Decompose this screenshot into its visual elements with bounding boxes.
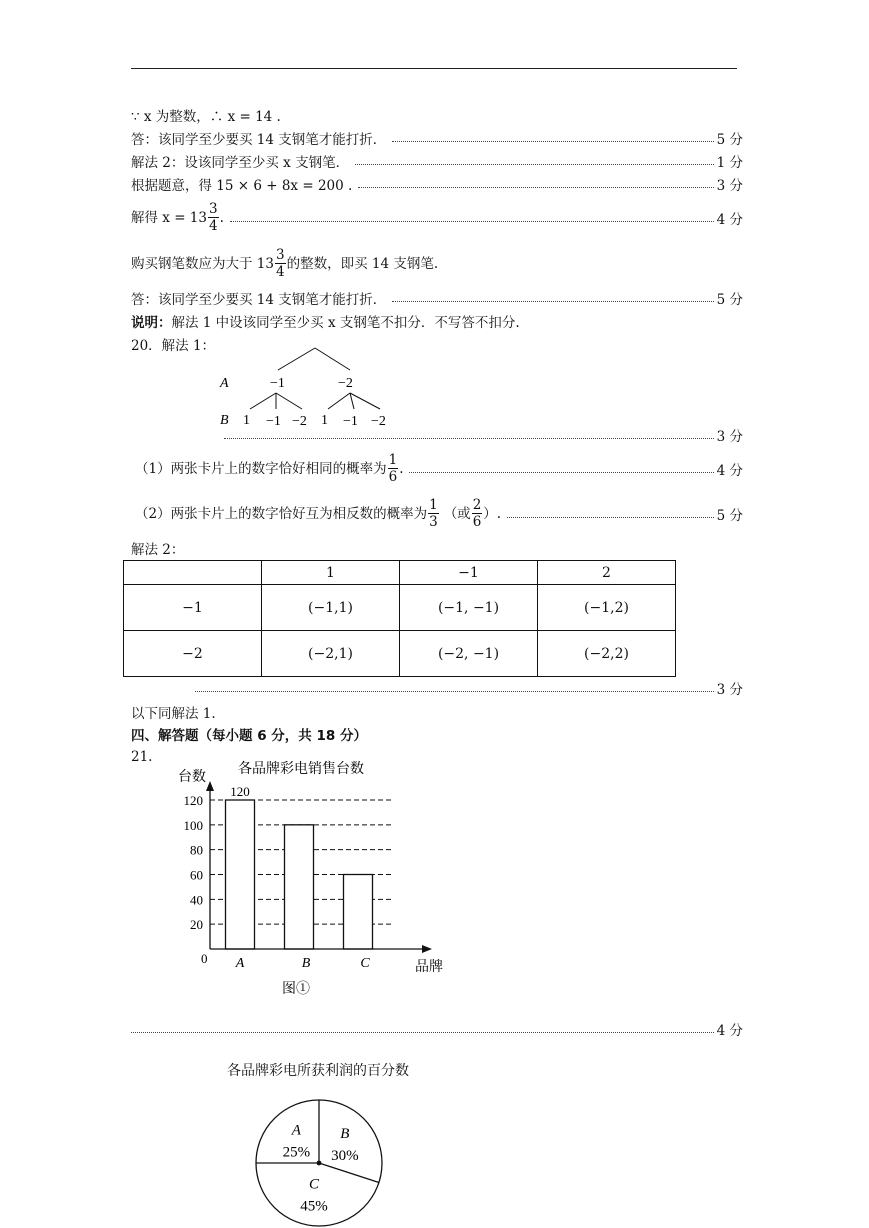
score-label: 3 分 bbox=[716, 429, 743, 445]
table-score-line bbox=[195, 677, 743, 699]
table-header-cell: 2 bbox=[538, 561, 676, 585]
score-label: 4 分 bbox=[716, 212, 743, 228]
table-header-row bbox=[124, 561, 676, 585]
score-label: 5 分 bbox=[716, 292, 743, 308]
x-tick-label: C bbox=[360, 956, 370, 971]
bar-xlabel: 品牌 bbox=[415, 960, 443, 975]
method2-heading bbox=[131, 537, 743, 559]
solution-text: 解得 x = 13 $\frac{3}{4}$ . bbox=[131, 200, 224, 234]
pie-percent-label: 30% bbox=[331, 1148, 359, 1165]
q1-text: （1）两张卡片上的数字恰好相同的概率为 bbox=[135, 460, 387, 477]
dotted-leader bbox=[224, 438, 714, 439]
bar-chart bbox=[170, 755, 460, 1000]
table-row bbox=[124, 631, 676, 677]
outcome-table bbox=[123, 560, 676, 677]
dotted-leader bbox=[392, 301, 713, 302]
score-label: 5 分 bbox=[716, 132, 743, 148]
tree-node-a1: −1 bbox=[270, 376, 285, 391]
dotted-leader bbox=[358, 187, 713, 188]
fraction: $\frac{3}{4}$ bbox=[208, 200, 218, 234]
score-label: 4 分 bbox=[716, 1023, 743, 1039]
dotted-leader bbox=[195, 691, 714, 692]
bar-score-line bbox=[131, 1018, 743, 1040]
answer-1-text: 答：该同学至少要买 14 支钢笔才能打折． bbox=[131, 132, 387, 148]
bar-caption: 图① bbox=[282, 982, 310, 997]
probability-tree bbox=[210, 343, 410, 433]
pie-series bbox=[256, 1100, 379, 1215]
bar-series bbox=[226, 784, 373, 949]
purchase-text: 购买钢笔数应为大于 13 $\frac{3}{4}$ 的整数，即买 14 支钢笔. bbox=[131, 246, 439, 280]
table-header-cell: −1 bbox=[400, 561, 538, 585]
text-line-1 bbox=[131, 104, 743, 126]
table-cell: −1 bbox=[124, 585, 262, 631]
table-header-cell bbox=[124, 561, 262, 585]
answer-line-2 bbox=[131, 287, 743, 309]
fraction: $\frac{1}{3}$ bbox=[429, 496, 438, 530]
tree-node-b1: 1 bbox=[243, 413, 250, 428]
table-header-cell: 1 bbox=[262, 561, 400, 585]
section4-heading bbox=[131, 723, 743, 745]
bar-A bbox=[226, 800, 255, 949]
bar-origin-label: 0 bbox=[201, 951, 208, 966]
table-cell: (−1,1) bbox=[262, 585, 400, 631]
line-1-text: ∵ x 为整数，∴ x = 14 . bbox=[131, 109, 281, 125]
score-label: 5 分 bbox=[716, 508, 743, 524]
solution-line bbox=[131, 198, 743, 238]
y-tick-label: 20 bbox=[190, 917, 203, 933]
score-label: 1 分 bbox=[716, 155, 743, 171]
note-line bbox=[131, 310, 743, 332]
note-text: 解法 1 中设该同学至少买 x 支钢笔不扣分．不写答不扣分. bbox=[171, 315, 520, 331]
pie-label: B bbox=[340, 1126, 350, 1143]
after-line bbox=[131, 701, 743, 723]
q2-text: （2）两张卡片上的数字恰好互为相反数的概率为 bbox=[135, 505, 428, 522]
bar-x-ticks bbox=[235, 956, 371, 971]
pie-chart bbox=[250, 1095, 390, 1228]
pie-center-dot bbox=[317, 1161, 322, 1166]
tree-node-b4: 1 bbox=[321, 413, 328, 428]
table-cell: (−2,1) bbox=[262, 631, 400, 677]
table-row bbox=[124, 585, 676, 631]
table-cell: (−1,2) bbox=[538, 585, 676, 631]
y-tick-label: 60 bbox=[190, 867, 203, 883]
dotted-leader bbox=[409, 472, 713, 473]
bar-ylabel: 台数 bbox=[178, 770, 206, 785]
y-tick-label: 120 bbox=[183, 793, 203, 808]
tree-node-b2: −1 bbox=[266, 414, 281, 429]
method2-text: 解法 2：设该同学至少买 x 支钢笔． bbox=[131, 155, 350, 171]
bar-title: 各品牌彩电销售台数 bbox=[238, 762, 364, 777]
bar-y-ticks bbox=[184, 793, 204, 932]
tree-row-a-label: A bbox=[220, 376, 229, 391]
tree-node-b6: −2 bbox=[371, 414, 386, 429]
x-tick-label: A bbox=[235, 956, 245, 971]
pie-percent-label: 25% bbox=[282, 1144, 311, 1161]
tree-node-a2: −2 bbox=[338, 376, 353, 391]
section4-text: 四、解答题（每小题 6 分，共 18 分） bbox=[131, 728, 367, 744]
score-label: 4 分 bbox=[716, 463, 743, 479]
table-cell: (−2, −1) bbox=[400, 631, 538, 677]
pie-percent-label: 45% bbox=[300, 1198, 328, 1215]
table-cell: (−2,2) bbox=[538, 631, 676, 677]
pie-slice-C bbox=[319, 1163, 379, 1182]
header-rule bbox=[131, 68, 737, 69]
bar-C bbox=[344, 875, 373, 950]
tree-node-b3: −2 bbox=[292, 414, 307, 429]
score-label: 3 分 bbox=[716, 682, 743, 698]
tree-node-b5: −1 bbox=[343, 414, 358, 429]
bar-B bbox=[285, 825, 314, 949]
y-tick-label: 80 bbox=[190, 842, 203, 858]
dotted-leader bbox=[392, 141, 713, 142]
q21-text: 21. bbox=[131, 749, 153, 765]
dotted-leader bbox=[355, 164, 714, 165]
y-axis-arrow-icon bbox=[206, 781, 214, 791]
dotted-leader bbox=[131, 1032, 714, 1033]
q20-text: 20．解法 1： bbox=[131, 338, 216, 354]
dotted-leader bbox=[230, 221, 714, 222]
fraction: $\frac{1}{6}$ bbox=[388, 451, 398, 485]
tree-row-b-label: B bbox=[220, 413, 229, 428]
y-tick-label: 100 bbox=[183, 817, 203, 833]
answer-line-1 bbox=[131, 127, 743, 149]
y-tick-label: 40 bbox=[190, 892, 203, 908]
q1-line: （1）两张卡片上的数字恰好相同的概率为 $\frac{1}{6}$ . 4 分 bbox=[135, 451, 743, 485]
method2-heading-text: 解法 2： bbox=[131, 542, 185, 558]
bar-data-label: 120 bbox=[230, 784, 250, 799]
fraction: $\frac{2}{6}$ bbox=[472, 496, 482, 530]
answer-2-text: 答：该同学至少要买 14 支钢笔才能打折． bbox=[131, 292, 387, 308]
purchase-line bbox=[131, 244, 743, 284]
pie-title: 各品牌彩电所获利润的百分数 bbox=[227, 1063, 409, 1079]
x-axis-arrow-icon bbox=[422, 945, 432, 953]
score-label: 3 分 bbox=[716, 178, 743, 194]
equation-text: 根据题意，得 15 × 6 + 8x = 200 . bbox=[131, 178, 353, 194]
table-cell: (−1, −1) bbox=[400, 585, 538, 631]
pie-label: A bbox=[291, 1122, 301, 1139]
method2-line bbox=[131, 150, 743, 172]
fraction: $\frac{3}{4}$ bbox=[275, 246, 285, 280]
q2-line: （2）两张卡片上的数字恰好互为相反数的概率为 $\frac{1}{3}$ （或 $\frac{2}{6}$ ）. 5 分 bbox=[135, 496, 743, 530]
note-label: 说明： bbox=[131, 315, 172, 331]
after-text: 以下同解法 1. bbox=[131, 706, 216, 722]
equation-line bbox=[131, 173, 743, 195]
pie-label: C bbox=[308, 1176, 320, 1193]
table-cell: −2 bbox=[124, 631, 262, 677]
dotted-leader bbox=[507, 517, 714, 518]
tree-score-line bbox=[224, 424, 743, 446]
x-tick-label: B bbox=[301, 956, 311, 971]
